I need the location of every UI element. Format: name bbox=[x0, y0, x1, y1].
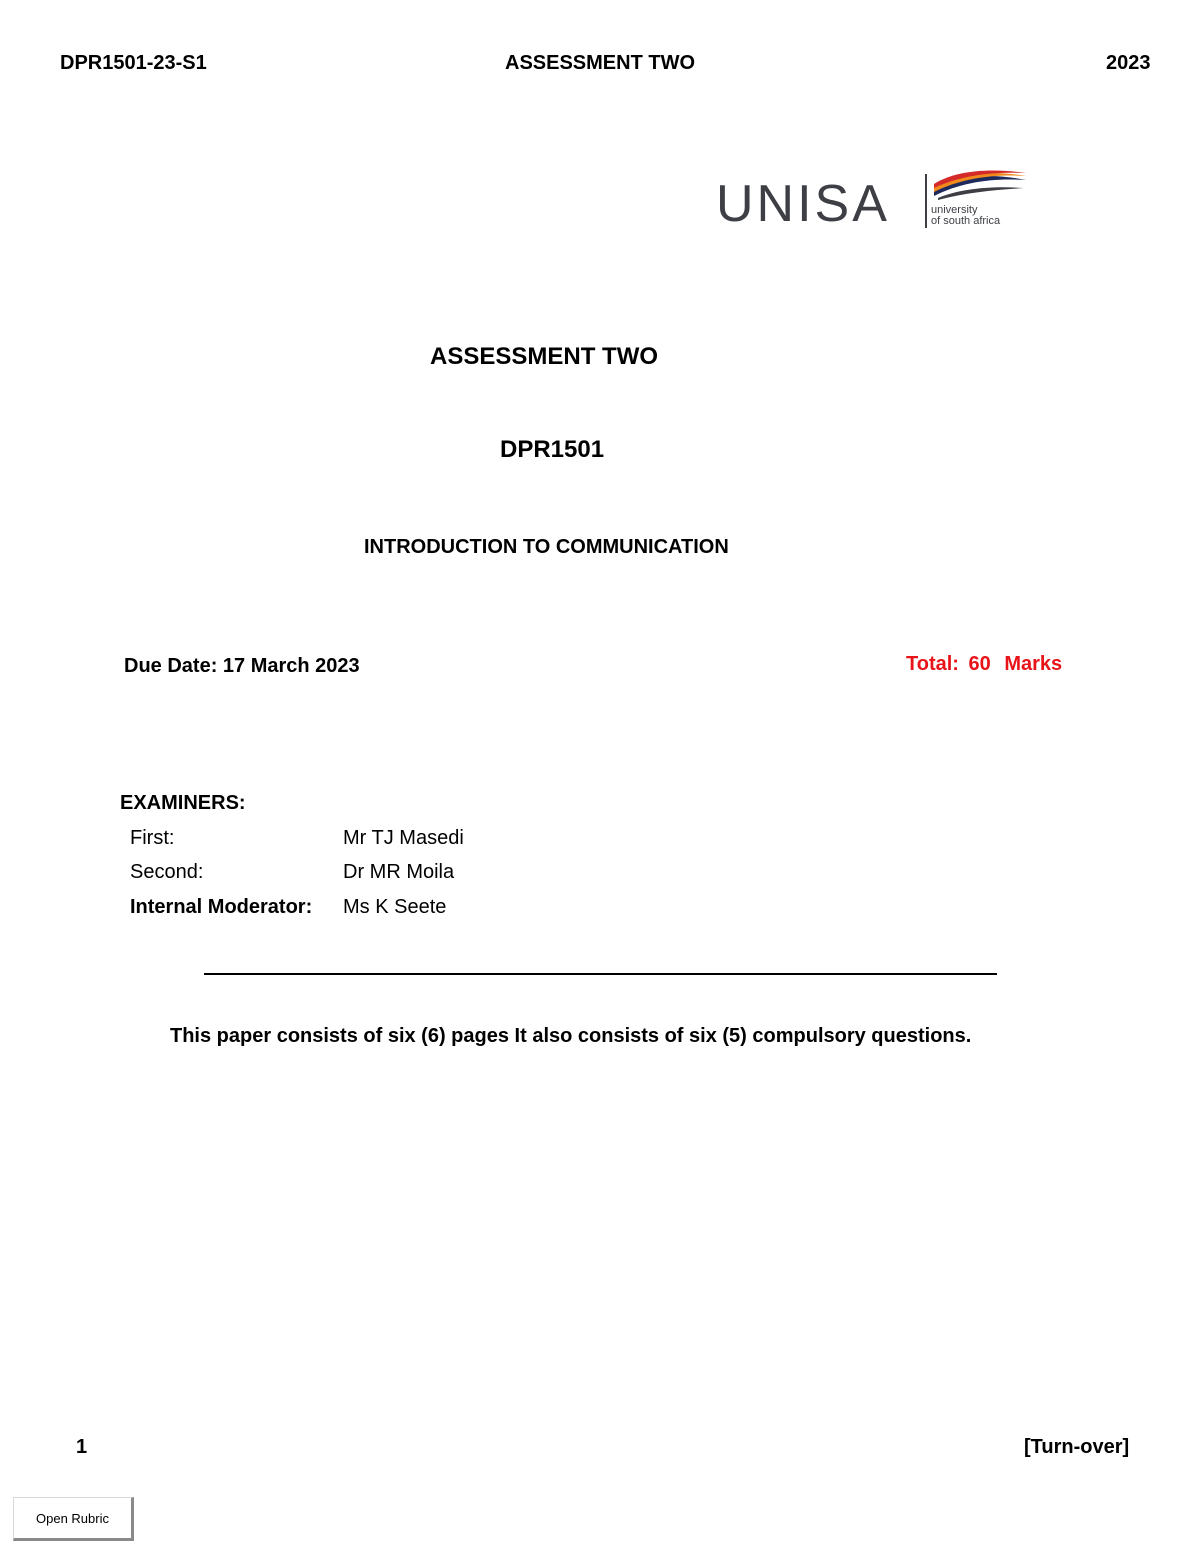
logo-flag-icon bbox=[932, 170, 1028, 200]
examiner-first-value: Mr TJ Masedi bbox=[343, 827, 464, 849]
internal-moderator-label: Internal Moderator: bbox=[130, 896, 313, 918]
logo-subtitle-line1: university bbox=[931, 204, 978, 216]
unisa-logo bbox=[716, 168, 1036, 238]
total-unit: Marks bbox=[1004, 653, 1063, 675]
logo-wordmark: UNISA bbox=[716, 175, 890, 233]
paper-info: This paper consists of six (6) pages It also consists of six (5) compulsory questions. bbox=[170, 1025, 972, 1047]
total-label: Total: bbox=[906, 653, 959, 675]
module-name-title: INTRODUCTION TO COMMUNICATION bbox=[364, 536, 729, 558]
turn-over-note: [Turn-over] bbox=[1024, 1436, 1130, 1458]
header-title: ASSESSMENT TWO bbox=[505, 52, 696, 74]
total-value: 60 bbox=[968, 653, 991, 675]
header-module-code: DPR1501-23-S1 bbox=[60, 52, 207, 74]
module-code-title: DPR1501 bbox=[500, 436, 605, 463]
examiner-second-value: Dr MR Moila bbox=[343, 861, 455, 883]
logo-divider bbox=[925, 174, 927, 228]
examiner-first-label: First: bbox=[130, 827, 175, 849]
total-marks bbox=[906, 653, 1062, 676]
examiner-second-label: Second: bbox=[130, 861, 204, 883]
logo-subtitle-line2: of south africa bbox=[931, 215, 1001, 227]
due-date: Due Date: 17 March 2023 bbox=[124, 655, 360, 677]
open-rubric-button[interactable]: Open Rubric bbox=[13, 1497, 134, 1541]
horizontal-divider bbox=[204, 973, 997, 975]
internal-moderator-value: Ms K Seete bbox=[343, 896, 447, 918]
examiners-heading: EXAMINERS: bbox=[120, 792, 246, 814]
page-number: 1 bbox=[76, 1436, 88, 1458]
assessment-title: ASSESSMENT TWO bbox=[430, 343, 659, 370]
header-year: 2023 bbox=[1106, 52, 1151, 74]
